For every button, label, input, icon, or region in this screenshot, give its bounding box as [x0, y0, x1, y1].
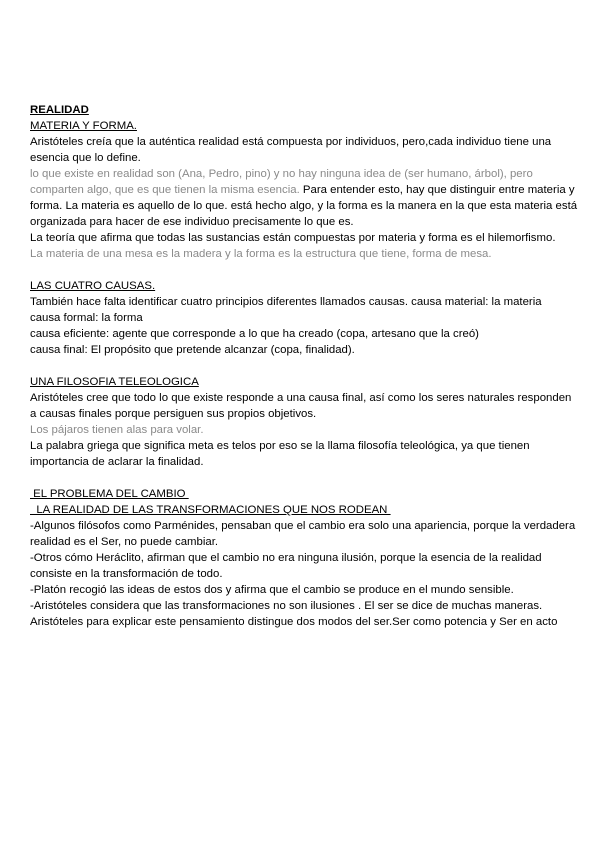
section-filosofia-teleologica — [30, 374, 578, 470]
paragraph-text: Para entender esto, hay que distinguir entre materia y forma. La materia es aquello de lo que. está hecho algo, y la forma es la manera en la que esta materia está organizada para hacer de ese individuo precisamente lo que es. — [30, 184, 578, 228]
heading-cuatro-causas: LAS CUATRO CAUSAS. — [30, 280, 156, 292]
example-text: Los pájaros tienen alas para volar. — [30, 424, 204, 436]
paragraph: Aristóteles cree que todo lo que existe responde a una causa final, así como los seres naturales responden a causas finales porque persiguen sus propios objetivos. — [30, 392, 572, 420]
section-materia-forma — [30, 118, 578, 262]
paragraph: Aristóteles creía que la auténtica realidad está compuesta por individuos, pero,cada individuo tiene una esencia que lo define. — [30, 136, 552, 164]
heading-filosofia-teleologica: UNA FILOSOFIA TELEOLOGICA — [30, 376, 199, 388]
heading-problema-cambio: EL PROBLEMA DEL CAMBIO — [30, 488, 189, 500]
paragraph: La teoría que afirma que todas las sustancias están compuestas por materia y forma es el hilemorfismo. — [30, 232, 556, 244]
paragraph: La palabra griega que significa meta es telos por eso se la llama filosofía teleológica, ya que tienen importancia de aclarar la finalidad. — [30, 440, 530, 468]
paragraph: -Aristóteles considera que las transformaciones no son ilusiones . El ser se dice de muchas maneras. Aristóteles para explicar este pensamiento distingue dos modos del ser.Ser como potencia y Ser en acto — [30, 600, 558, 628]
paragraph: causa eficiente: agente que corresponde a lo que ha creado (copa, artesano que la creó) — [30, 328, 479, 340]
doc-title: REALIDAD — [30, 104, 89, 116]
paragraph — [30, 166, 578, 230]
paragraph: También hace falta identificar cuatro principios diferentes llamados causas. causa material: la materia — [30, 296, 542, 308]
paragraph: -Algunos filósofos como Parménides, pensaban que el cambio era solo una apariencia, porque la verdadera realidad es el Ser, no puede cambiar. — [30, 520, 576, 548]
paragraph: -Otros cómo Heráclito, afirman que el cambio no era ninguna ilusión, porque la esencia de la realidad consiste en la transformación de todo. — [30, 552, 542, 580]
paragraph: causa final: El propósito que pretende alcanzar (copa, finalidad). — [30, 344, 355, 356]
heading-materia-forma: MATERIA Y FORMA. — [30, 120, 137, 132]
example-text: lo que existe en realidad son (Ana, Pedro, pino) y no hay ninguna idea de (ser humano, árbol), pero comparten algo, que es que tienen la misma esencia. — [30, 168, 533, 196]
subheading-transformaciones: LA REALIDAD DE LAS TRANSFORMACIONES QUE NOS RODEAN — [30, 504, 391, 516]
example-text: La materia de una mesa es la madera y la forma es la estructura que tiene, forma de mesa. — [30, 248, 492, 260]
paragraph: -Platón recogió las ideas de estos dos y afirma que el cambio se produce en el mundo sensible. — [30, 584, 514, 596]
paragraph: causa formal: la forma — [30, 312, 143, 324]
document-body — [30, 102, 578, 630]
section-problema-cambio — [30, 486, 578, 630]
section-cuatro-causas — [30, 278, 578, 358]
